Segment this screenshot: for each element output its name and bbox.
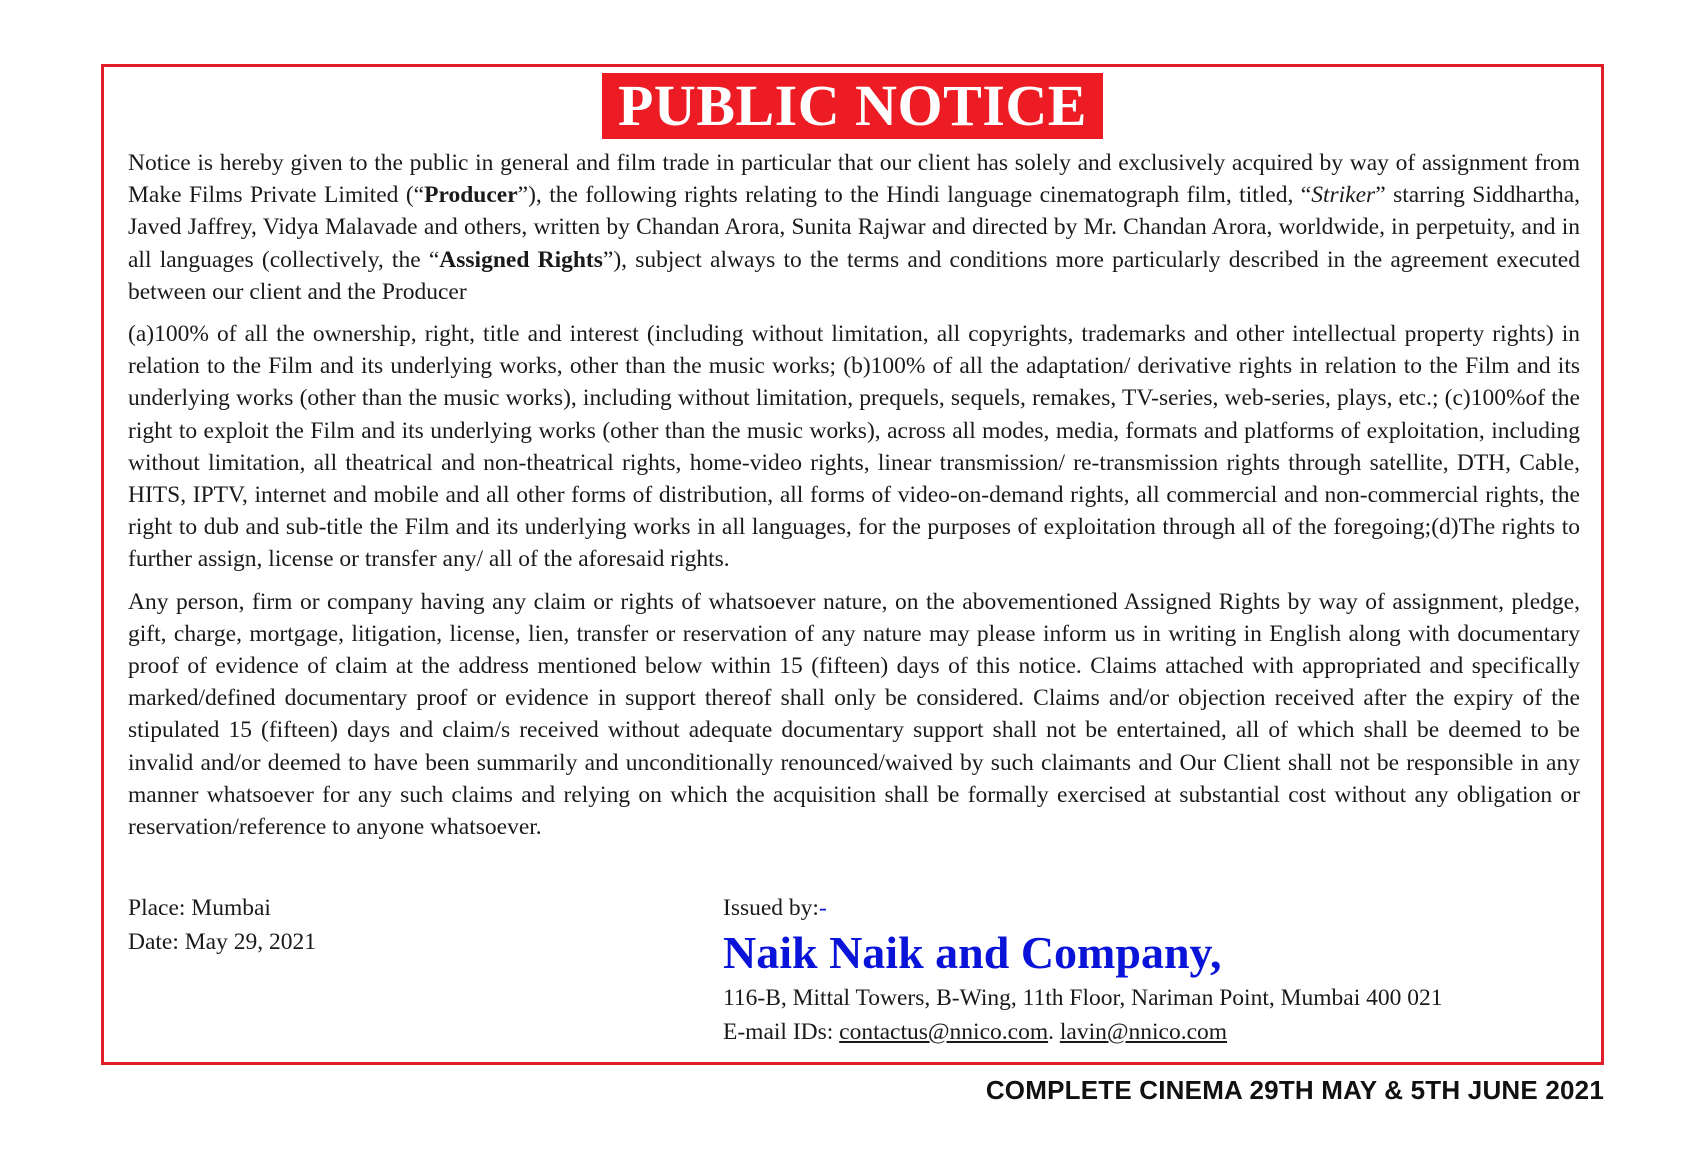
email-line <box>723 1015 1580 1049</box>
assigned-rights-term: Assigned Rights <box>439 246 603 273</box>
place-line: Place: Mumbai <box>128 895 271 921</box>
para1-text-3: ” starring Siddhartha, Javed Jaffrey, Vidya Malavade and others, written by Chandan Arora, Sunita Rajwar and directed by Mr. Chandan Arora, worldwide, in perpetuity, and in all languages (collectively, the “ <box>128 182 1580 273</box>
paragraph-assignment <box>128 147 1580 308</box>
issuer-comma: , <box>1210 927 1222 978</box>
para1-text-2: ”), the following rights relating to the Hindi language cinematograph film, titled, “ <box>517 182 1312 209</box>
issuer-address: 116-B, Mittal Towers, B-Wing, 11th Floor, Nariman Point, Mumbai 400 021 <box>723 985 1443 1011</box>
date-line: Date: May 29, 2021 <box>128 929 316 955</box>
issuer-name-line <box>723 927 1580 979</box>
publication-line: COMPLETE CINEMA 29TH MAY & 5TH JUNE 2021 <box>985 1075 1604 1105</box>
notice-box <box>101 64 1604 1065</box>
paragraph-claims: Any person, firm or company having any claim or rights of whatsoever nature, on the abovementioned Assigned Rights by way of assignment, pledge, gift, charge, mortgage, litigation, license, lien, transfer or reservation of any nature may please inform us in writing in English along with documentary proof of evidence of claim at the address mentioned below within 15 (fifteen) days of this notice. Claims attached with appropriated and specifically marked/defined documentary proof or evidence in support thereof shall only be considered. Claims and/or objection received after the expiry of the stipulated 15 (fifteen) days and claim/s received without adequate documentary support shall not be entertained, all of which shall be deemed to be invalid and/or deemed to have been summarily and unconditionally renounced/waived by such claimants and Our Client shall not be responsible in any manner whatsoever for any such claims and relying on which the acquisition shall be formally exercised at substantial cost without any obligation or reservation/reference to anyone whatsoever. <box>128 588 1580 841</box>
paragraph-rights-list: (a)100% of all the ownership, right, title and interest (including without limitation, all copyrights, trademarks and other intellectual property rights) in relation to the Film and its underlying works, other than the music works; (b)100% of all the adaptation/ derivative rights in relation to the Film and its underlying works (other than the music works), including without limitation, prequels, sequels, remakes, TV-series, web-series, plays, etc.; (c)100%of the right to exploit the Film and its underlying works (other than the music works), across all modes, media, formats and platforms of exploitation, including without limitation, all theatrical and non-theatrical rights, home-video rights, linear transmission/ re-transmission rights through satellite, DTH, Cable, HITS, IPTV, internet and mobile and all other forms of distribution, all forms of video-on-demand rights, all commercial and non-commercial rights, the right to dub and sub-title the Film and its underlying works in all languages, for the purposes of exploitation through all of the foregoing;(d)The rights to further assign, license or transfer any/ all of the aforesaid rights. <box>128 321 1580 573</box>
notice-footer <box>128 891 1580 1051</box>
place-date-block <box>128 891 316 959</box>
notice-body <box>128 147 1580 853</box>
issued-by-dash: - <box>818 895 827 921</box>
email-link-contactus[interactable]: contactus@nnico.com <box>839 1019 1049 1045</box>
film-title: Striker <box>1311 182 1376 209</box>
issuer-block <box>723 891 1580 1049</box>
para1-text-4: ”), subject always to the terms and conditions more particularly described in the agreement executed between our client and the Producer <box>128 246 1580 305</box>
email-label: E-mail IDs: <box>723 1019 840 1045</box>
email-separator: . <box>1048 1019 1060 1045</box>
issued-by-label: Issued by: <box>723 895 819 921</box>
issued-by-line <box>723 891 1580 925</box>
producer-term: Producer <box>424 182 518 209</box>
email-link-lavin[interactable]: lavin@nnico.com <box>1059 1019 1228 1045</box>
para1-text-1: Notice is hereby given to the public in general and film trade in particular that our client has solely and exclusively acquired by way of assignment from Make Films Private Limited (“ <box>128 150 1580 209</box>
title-wrap <box>104 73 1601 139</box>
notice-title: PUBLIC NOTICE <box>602 73 1103 139</box>
issuer-name: Naik Naik and Company <box>723 927 1210 978</box>
